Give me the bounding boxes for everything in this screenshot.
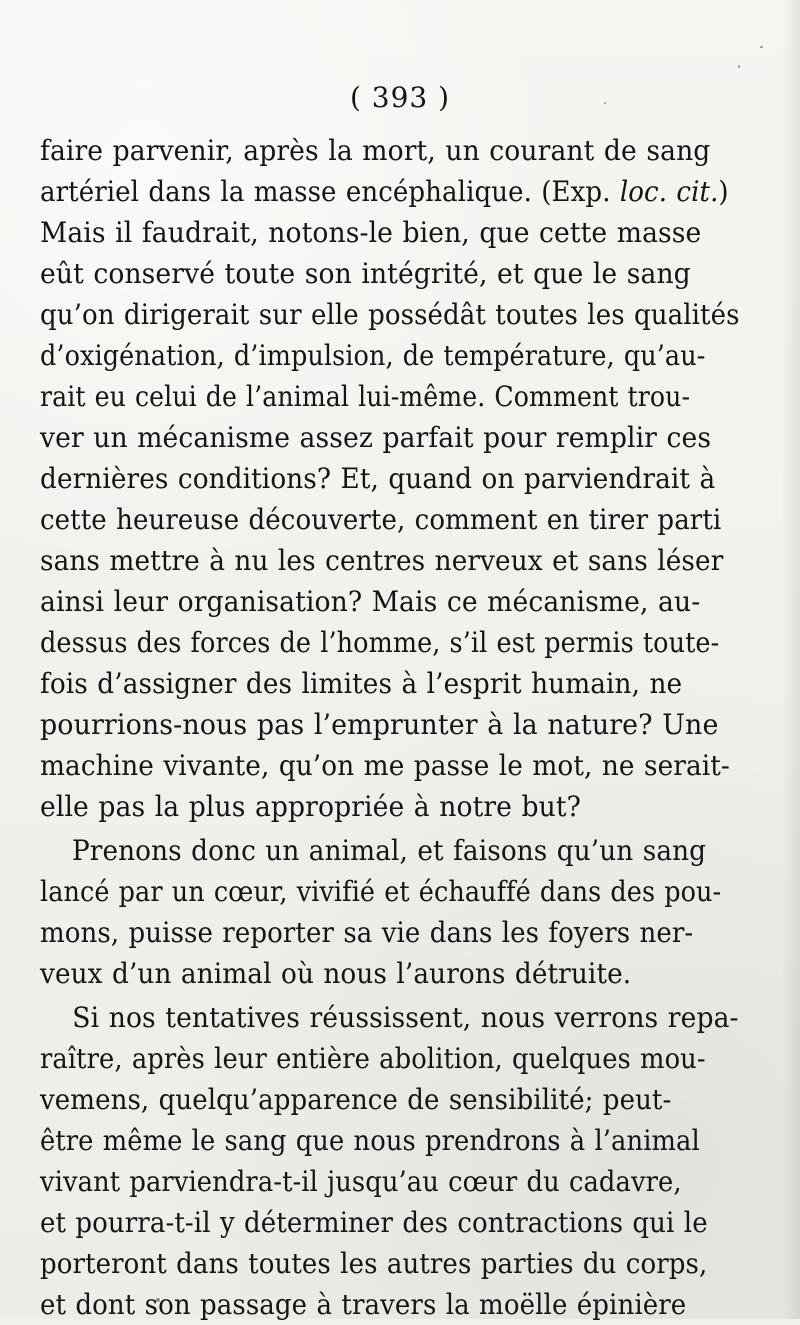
text-line-content: et pourra-t-il y déterminer des contractions qui le [40, 1206, 708, 1239]
text-line [40, 335, 706, 376]
text-line [40, 212, 702, 253]
text-line-content: ainsi leur organisation? Mais ce mécanisme, au- [40, 585, 701, 618]
text-line-content: artériel dans la masse encéphalique. (Exp. [40, 175, 620, 208]
text-line [40, 622, 720, 663]
text-line-content: mons, puisse reporter sa vie dans les foyers ner- [40, 916, 694, 949]
citation-close: ) [718, 175, 729, 208]
text-line-content: qu’on dirigerait sur elle possédât toutes les qualités [40, 298, 740, 331]
text-line-content: cette heureuse découverte, comment en tirer parti [40, 503, 722, 536]
text-line [40, 663, 689, 704]
text-line [40, 1161, 682, 1202]
text-line [40, 953, 689, 994]
text-line-content: vivant parviendra-t-il jusqu’au cœur du cadavre, [40, 1165, 682, 1198]
text-line-content: Prenons donc un animal, et faisons qu’un sang [71, 834, 707, 867]
paper-speck [760, 46, 763, 48]
text-line-content: Si nos tentatives réussissent, nous verrons repa- [72, 1001, 739, 1034]
text-line [40, 499, 722, 540]
text-line [40, 253, 696, 294]
text-line [40, 376, 691, 417]
text-line-content: pourrions-nous pas l’emprunter à la nature? Une [40, 708, 719, 741]
text-line [40, 458, 716, 499]
text-line [40, 130, 711, 171]
text-line-content: Mais il faudrait, notons-le bien, que cette masse [40, 216, 702, 249]
text-line [40, 171, 729, 212]
text-line [40, 1243, 708, 1284]
text-line-content: machine vivante, qu’on me passe le mot, ne serait- [40, 749, 730, 782]
text-line-content: veux d’un animal où nous l’aurons détruite. [40, 957, 632, 990]
text-line-content: porteront dans toutes les autres parties du corps, [40, 1247, 708, 1280]
text-line [40, 581, 701, 622]
text-line [40, 871, 722, 912]
text-line [40, 745, 730, 786]
text-line [40, 704, 719, 745]
text-line-content: raître, après leur entière abolition, quelques mou- [40, 1042, 706, 1075]
text-line-content: ver un mécanisme assez parfait pour remplir ces [40, 421, 712, 454]
text-line [40, 1038, 706, 1079]
text-line [40, 1202, 708, 1243]
text-line-content: dessus des forces de l’homme, s’il est permis toute- [40, 626, 720, 659]
text-line [40, 912, 694, 953]
text-line-content: fois d’assigner des limites à l’esprit humain, ne [40, 667, 683, 700]
text-line-content: et dont son passage à travers la moëlle épinière [40, 1288, 687, 1321]
text-line [40, 830, 707, 871]
text-line-content: dernières conditions? Et, quand on parviendrait à [40, 462, 716, 495]
text-line-content: faire parvenir, après la mort, un courant de sang [40, 134, 711, 167]
text-line-content: vemens, quelqu’apparence de sensibilité; peut- [40, 1083, 672, 1116]
text-line [40, 540, 724, 581]
paper-speck [738, 65, 740, 68]
page-text [40, 130, 740, 1325]
text-line-content: d’oxigénation, d’impulsion, de température, qu’au- [40, 339, 706, 372]
text-line-content: elle pas la plus appropriée à notre but? [40, 790, 581, 823]
text-line-content: lancé par un cœur, vivifié et échauffé dans des pou- [40, 875, 722, 908]
page-edge-shadow [782, 0, 800, 1319]
page-number: ( 393 ) [349, 81, 451, 114]
text-line [40, 417, 712, 458]
text-line [40, 294, 740, 335]
text-line-content: être même le sang que nous prendrons à l’animal [40, 1124, 700, 1157]
text-line-content: eût conservé toute son intégrité, et que le sang [40, 257, 691, 290]
text-line [40, 786, 696, 827]
text-line [40, 1120, 700, 1161]
text-line [40, 997, 739, 1038]
text-line [40, 1079, 682, 1120]
text-line-content: rait eu celui de l’animal lui-même. Comment trou- [40, 380, 691, 413]
citation-italic: loc. cit. [619, 175, 719, 208]
text-line-content: sans mettre à nu les centres nerveux et sans léser [40, 544, 724, 577]
